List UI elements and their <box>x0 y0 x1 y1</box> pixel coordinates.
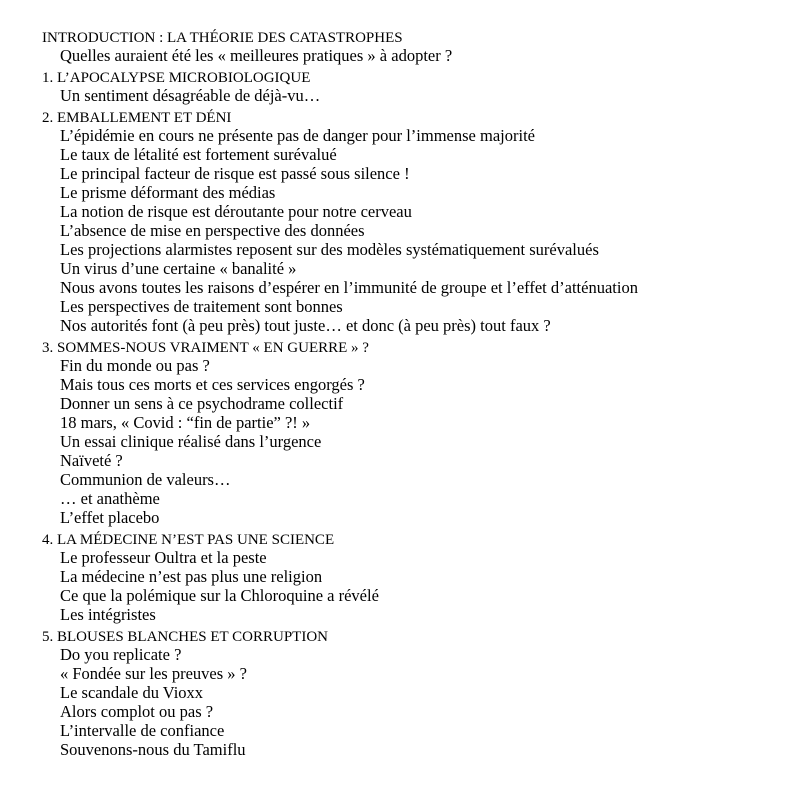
toc-entry: Un sentiment désagréable de déjà-vu… <box>60 86 321 105</box>
toc-entry: 18 mars, « Covid : “fin de partie” ?! » <box>60 413 311 432</box>
toc-entry: Donner un sens à ce psychodrame collectif <box>60 394 344 413</box>
toc-section-3 <box>42 340 783 527</box>
section-entries <box>42 645 783 759</box>
toc-entry: Souvenons-nous du Tamiflu <box>60 740 246 759</box>
toc-entry: Un essai clinique réalisé dans l’urgence <box>60 432 322 451</box>
toc-section-introduction <box>42 30 783 65</box>
toc-entry: La médecine n’est pas plus une religion <box>60 567 323 586</box>
toc-entry: Nos autorités font (à peu près) tout juste… et donc (à peu près) tout faux ? <box>60 316 551 335</box>
toc-entry: Le scandale du Vioxx <box>60 683 204 702</box>
toc-entry: La notion de risque est déroutante pour notre cerveau <box>60 202 412 221</box>
section-title: 2. EMBALLEMENT ET DÉNI <box>42 110 232 126</box>
section-entries <box>42 86 783 105</box>
toc-entry: Le taux de létalité est fortement surévalué <box>60 145 337 164</box>
section-title: 1. L’APOCALYPSE MICROBIOLOGIQUE <box>42 70 311 86</box>
toc-entry: L’absence de mise en perspective des données <box>60 221 365 240</box>
toc-entry: L’effet placebo <box>60 508 160 527</box>
toc-entry: Les perspectives de traitement sont bonnes <box>60 297 343 316</box>
section-title: INTRODUCTION : LA THÉORIE DES CATASTROPHES <box>42 30 403 46</box>
toc-entry: Ce que la polémique sur la Chloroquine a révélé <box>60 586 379 605</box>
toc-entry: Fin du monde ou pas ? <box>60 356 210 375</box>
toc-entry: Les projections alarmistes reposent sur des modèles systématiquement surévalués <box>60 240 599 259</box>
toc-section-2 <box>42 110 783 335</box>
section-title: 5. BLOUSES BLANCHES ET CORRUPTION <box>42 629 329 645</box>
toc-entry: Nous avons toutes les raisons d’espérer en l’immunité de groupe et l’effet d’atténuation <box>60 278 638 297</box>
section-title: 3. SOMMES-NOUS VRAIMENT « EN GUERRE » ? <box>42 340 369 356</box>
toc-entry: Communion de valeurs… <box>60 470 231 489</box>
toc-entry: Les intégristes <box>60 605 156 624</box>
toc-entry: L’intervalle de confiance <box>60 721 225 740</box>
toc-entry: Le professeur Oultra et la peste <box>60 548 267 567</box>
section-entries <box>42 356 783 527</box>
toc-entry: Un virus d’une certaine « banalité » <box>60 259 297 278</box>
section-title: 4. LA MÉDECINE N’EST PAS UNE SCIENCE <box>42 532 335 548</box>
toc-section-5 <box>42 629 783 759</box>
toc-entry: Do you replicate ? <box>60 645 182 664</box>
toc-entry: Naïveté ? <box>60 451 123 470</box>
section-entries <box>42 548 783 624</box>
toc-entry: Le prisme déformant des médias <box>60 183 276 202</box>
toc-entry: Mais tous ces morts et ces services engorgés ? <box>60 375 365 394</box>
toc-entry: Alors complot ou pas ? <box>60 702 214 721</box>
toc-entry: … et anathème <box>60 489 160 508</box>
toc-entry: Quelles auraient été les « meilleures pratiques » à adopter ? <box>60 46 453 65</box>
section-entries <box>42 46 783 65</box>
table-of-contents <box>42 30 783 759</box>
toc-entry: « Fondée sur les preuves » ? <box>60 664 247 683</box>
toc-section-1 <box>42 70 783 105</box>
toc-entry: Le principal facteur de risque est passé sous silence ! <box>60 164 410 183</box>
toc-section-4 <box>42 532 783 624</box>
section-entries <box>42 126 783 335</box>
toc-entry: L’épidémie en cours ne présente pas de danger pour l’immense majorité <box>60 126 535 145</box>
